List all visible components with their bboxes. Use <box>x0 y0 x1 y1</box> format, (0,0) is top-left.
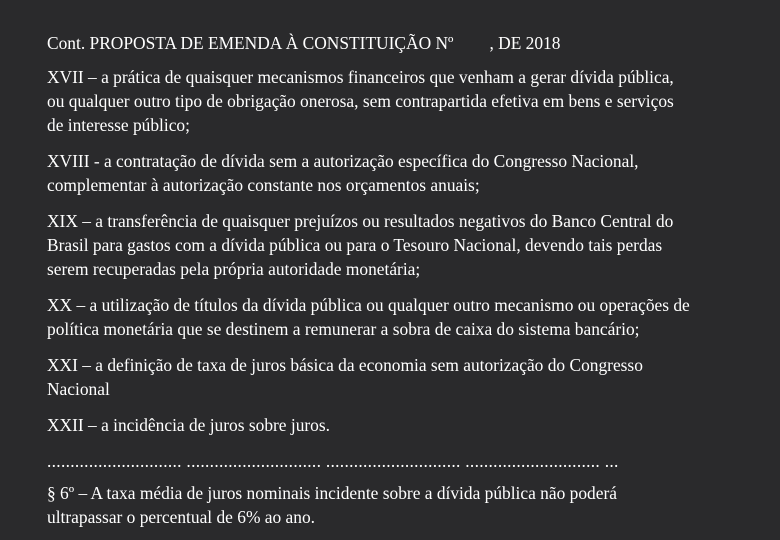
text-line: ou qualquer outro tipo de obrigação onerosa, sem contrapartida efetiva em bens e serviços <box>47 91 674 111</box>
text-line: XVIII - a contratação de dívida sem a autorização específica do Congresso Nacional, <box>47 151 639 171</box>
item-xxi <box>47 353 780 401</box>
item-xviii <box>47 149 780 197</box>
text-line: XIX – a transferência de quaisquer prejuízos ou resultados negativos do Banco Central do <box>47 211 674 231</box>
item-xx <box>47 293 780 341</box>
text-line: Nacional <box>47 379 110 399</box>
header-year: , DE 2018 <box>489 33 561 53</box>
page-header <box>47 31 560 55</box>
text-line: política monetária que se destinem a remunerar a sobra de caixa do sistema bancário; <box>47 319 640 339</box>
item-xvii <box>47 65 780 137</box>
paragraph-6 <box>47 481 780 529</box>
text-line: XXI – a definição de taxa de juros básica da economia sem autorização do Congresso <box>47 355 643 375</box>
text-line: de interesse público; <box>47 115 190 135</box>
text-line: XXII – a incidência de juros sobre juros. <box>47 415 330 435</box>
text-line: serem recuperadas pela própria autoridade monetária; <box>47 259 421 279</box>
item-xix <box>47 209 780 281</box>
text-line: § 6º – A taxa média de juros nominais incidente sobre a dívida pública não poderá <box>47 483 617 503</box>
text-line: Brasil para gastos com a dívida pública ou para o Tesouro Nacional, devendo tais perdas <box>47 235 663 255</box>
text-line: complementar à autorização constante nos orçamentos anuais; <box>47 175 480 195</box>
text-line: ultrapassar o percentual de 6% ao ano. <box>47 507 315 527</box>
text-line: XVII – a prática de quaisquer mecanismos financeiros que venham a gerar dívida pública, <box>47 67 674 87</box>
header-title: Cont. PROPOSTA DE EMENDA À CONSTITUIÇÃO Nº <box>47 33 454 53</box>
item-xxii <box>47 413 780 437</box>
text-line: XX – a utilização de títulos da dívida pública ou qualquer outro mecanismo ou operações de <box>47 295 690 315</box>
ellipsis-separator: ............................. ............................. ............................. ............................. ... <box>47 451 619 471</box>
